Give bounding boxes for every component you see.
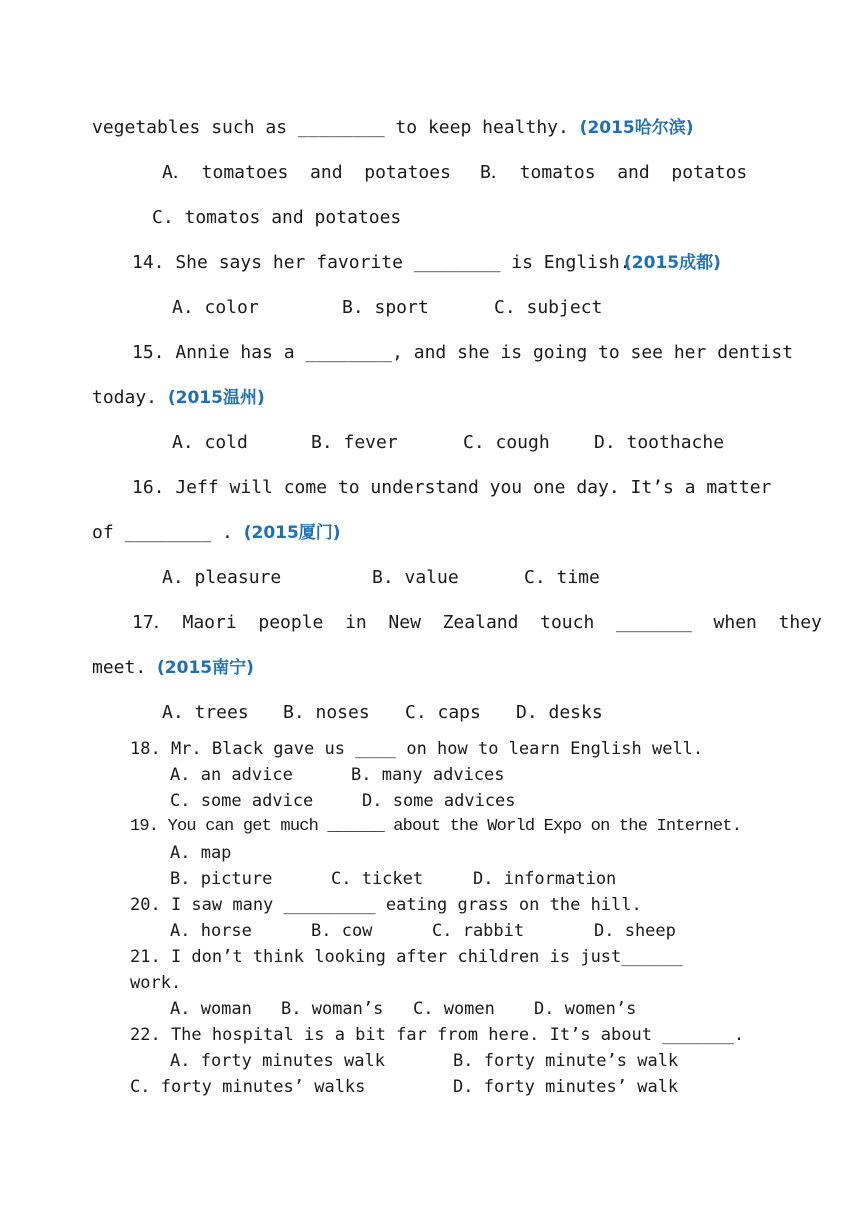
question-stem-cont (92, 386, 265, 410)
option-c: C. women (413, 999, 495, 1019)
option-d: D. some advices (362, 791, 516, 811)
option-c: C. cough (463, 432, 550, 453)
question-stem: 14. She says her favorite ________ is English. (132, 252, 631, 273)
stem-text: vegetables such as ________ to keep healthy. (92, 117, 580, 138)
question-stem (92, 116, 694, 140)
option-d: D. desks (516, 702, 603, 723)
option-c: C. rabbit (432, 921, 525, 941)
option-a: A. horse (170, 921, 252, 941)
question-stem: 16. Jeff will come to understand you one day. It’s a matter (132, 477, 772, 498)
question-stem: 19. You can get much ______ about the World Expo on the Internet. (130, 817, 742, 836)
question-stem: 20. I saw many _________ eating grass on the hill. (130, 895, 642, 915)
option-c: C. caps (405, 702, 481, 723)
option-a: A. trees (162, 702, 249, 723)
option-d: D. information (473, 869, 617, 889)
question-stem: 21. I don’t think looking after children is just______ (130, 947, 683, 967)
option-c: C. time (524, 567, 600, 588)
option-b: B. value (372, 567, 459, 588)
option-a: A． tomatoes and potatoes (162, 162, 451, 183)
option-a: A. woman (170, 999, 252, 1019)
question-stem: 18. Mr. Black gave us ____ on how to learn English well. (130, 739, 704, 759)
option-c: C. forty minutes’ walks (130, 1077, 366, 1097)
option-c: C. ticket (331, 869, 424, 889)
option-a: A. forty minutes walk (170, 1051, 385, 1071)
option-d: D. toothache (594, 432, 725, 453)
option-c: C. tomatos and potatoes (152, 207, 402, 228)
source-label: (2015成都) (624, 253, 721, 273)
option-a: A. color (172, 297, 259, 318)
option-c: C. some advice (170, 791, 314, 811)
source-label: (2015哈尔滨) (579, 118, 694, 138)
stem-text: today. (92, 387, 168, 408)
source-label: (2015南宁) (157, 658, 254, 678)
question-stem: 22. The hospital is a bit far from here. It’s about _______. (130, 1025, 745, 1045)
option-b: B. cow (311, 921, 373, 941)
option-b: B. forty minute’s walk (453, 1051, 679, 1071)
option-a: A. map (170, 843, 232, 863)
option-c: C. subject (494, 297, 603, 318)
option-a: A. an advice (170, 765, 293, 785)
question-stem: 17． Maori people in New Zealand touch _______ when they (132, 612, 822, 633)
option-b: B. sport (342, 297, 429, 318)
stem-text: of ________ . (92, 522, 244, 543)
source-label: (2015温州) (167, 388, 265, 408)
option-d: D. women’s (534, 999, 637, 1019)
question-stem-cont (92, 521, 341, 545)
option-b: B． tomatos and potatos (480, 162, 748, 183)
option-a: A. pleasure (162, 567, 282, 588)
source-label: (2015厦门) (243, 523, 341, 543)
option-d: D. sheep (594, 921, 676, 941)
question-stem-cont (92, 656, 254, 680)
question-stem-cont: work. (130, 973, 182, 993)
option-b: B. many advices (351, 765, 505, 785)
option-b: B. woman’s (281, 999, 384, 1019)
option-b: B. fever (311, 432, 398, 453)
option-b: B. noses (283, 702, 370, 723)
option-a: A. cold (172, 432, 248, 453)
question-stem: 15. Annie has a ________, and she is going to see her dentist (132, 342, 794, 363)
stem-text: meet. (92, 657, 158, 678)
option-b: B. picture (170, 869, 273, 889)
option-d: D. forty minutes’ walk (453, 1077, 679, 1097)
